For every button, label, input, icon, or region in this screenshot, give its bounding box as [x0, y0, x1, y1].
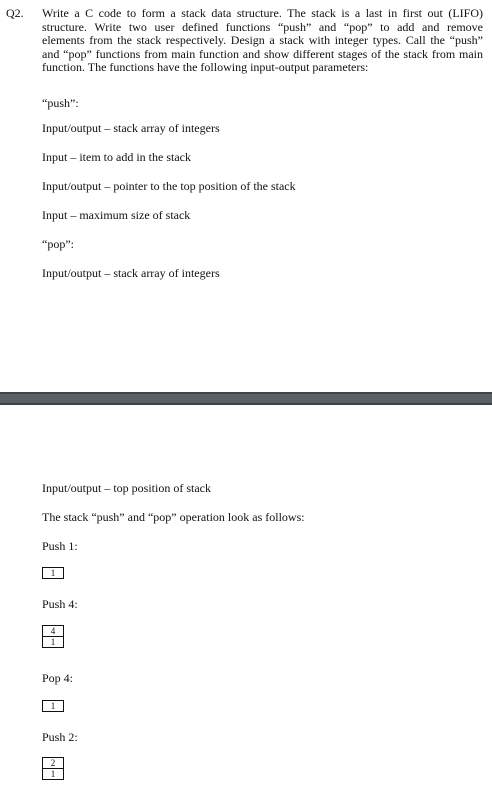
question-line: function. The functions have the following input-output parameters: [42, 60, 369, 75]
question-number: Q2. [6, 6, 24, 20]
stack-cell: 1 [42, 567, 64, 579]
question-line: Write a C code to form a stack data structure. The stack is a last in first out (LIFO) [42, 6, 483, 20]
stage-label: Push 2: [42, 730, 78, 744]
question-line: elements from the stack respectively. Design a stack with integer types. Call the “push” [42, 33, 483, 48]
pop-heading: “pop”: [42, 237, 74, 251]
stack-cell: 1 [42, 636, 64, 648]
stack-cell: 4 [42, 625, 64, 637]
stack-intro: The stack “push” and “pop” operation look as follows: [42, 510, 305, 524]
stack-cell: 1 [42, 768, 64, 780]
push-param: Input – maximum size of stack [42, 208, 191, 222]
push-param: Input – item to add in the stack [42, 150, 191, 164]
document-page-1 [0, 0, 492, 392]
pop-param-continued: Input/output – top position of stack [42, 481, 211, 495]
question-line: structure. Write two user defined functions “push” and “pop” to add and remove [42, 19, 483, 34]
stage-label: Push 4: [42, 597, 78, 611]
push-param: Input/output – pointer to the top position of the stack [42, 179, 296, 193]
question-text [42, 7, 483, 75]
stack-diagram [42, 700, 64, 712]
stage-label: Push 1: [42, 539, 78, 553]
stack-diagram [42, 757, 64, 780]
stack-diagram [42, 625, 64, 648]
push-param: Input/output – stack array of integers [42, 121, 220, 135]
page-separator [0, 392, 492, 405]
question-line: and “pop” functions from main function and show different stages of the stack from main [42, 46, 483, 61]
stack-cell: 2 [42, 757, 64, 769]
stack-cell: 1 [42, 700, 64, 712]
pop-param: Input/output – stack array of integers [42, 266, 220, 280]
document-page-2 [0, 405, 492, 800]
stack-diagram [42, 567, 64, 579]
stage-label: Pop 4: [42, 671, 74, 685]
push-heading: “push”: [42, 96, 79, 110]
